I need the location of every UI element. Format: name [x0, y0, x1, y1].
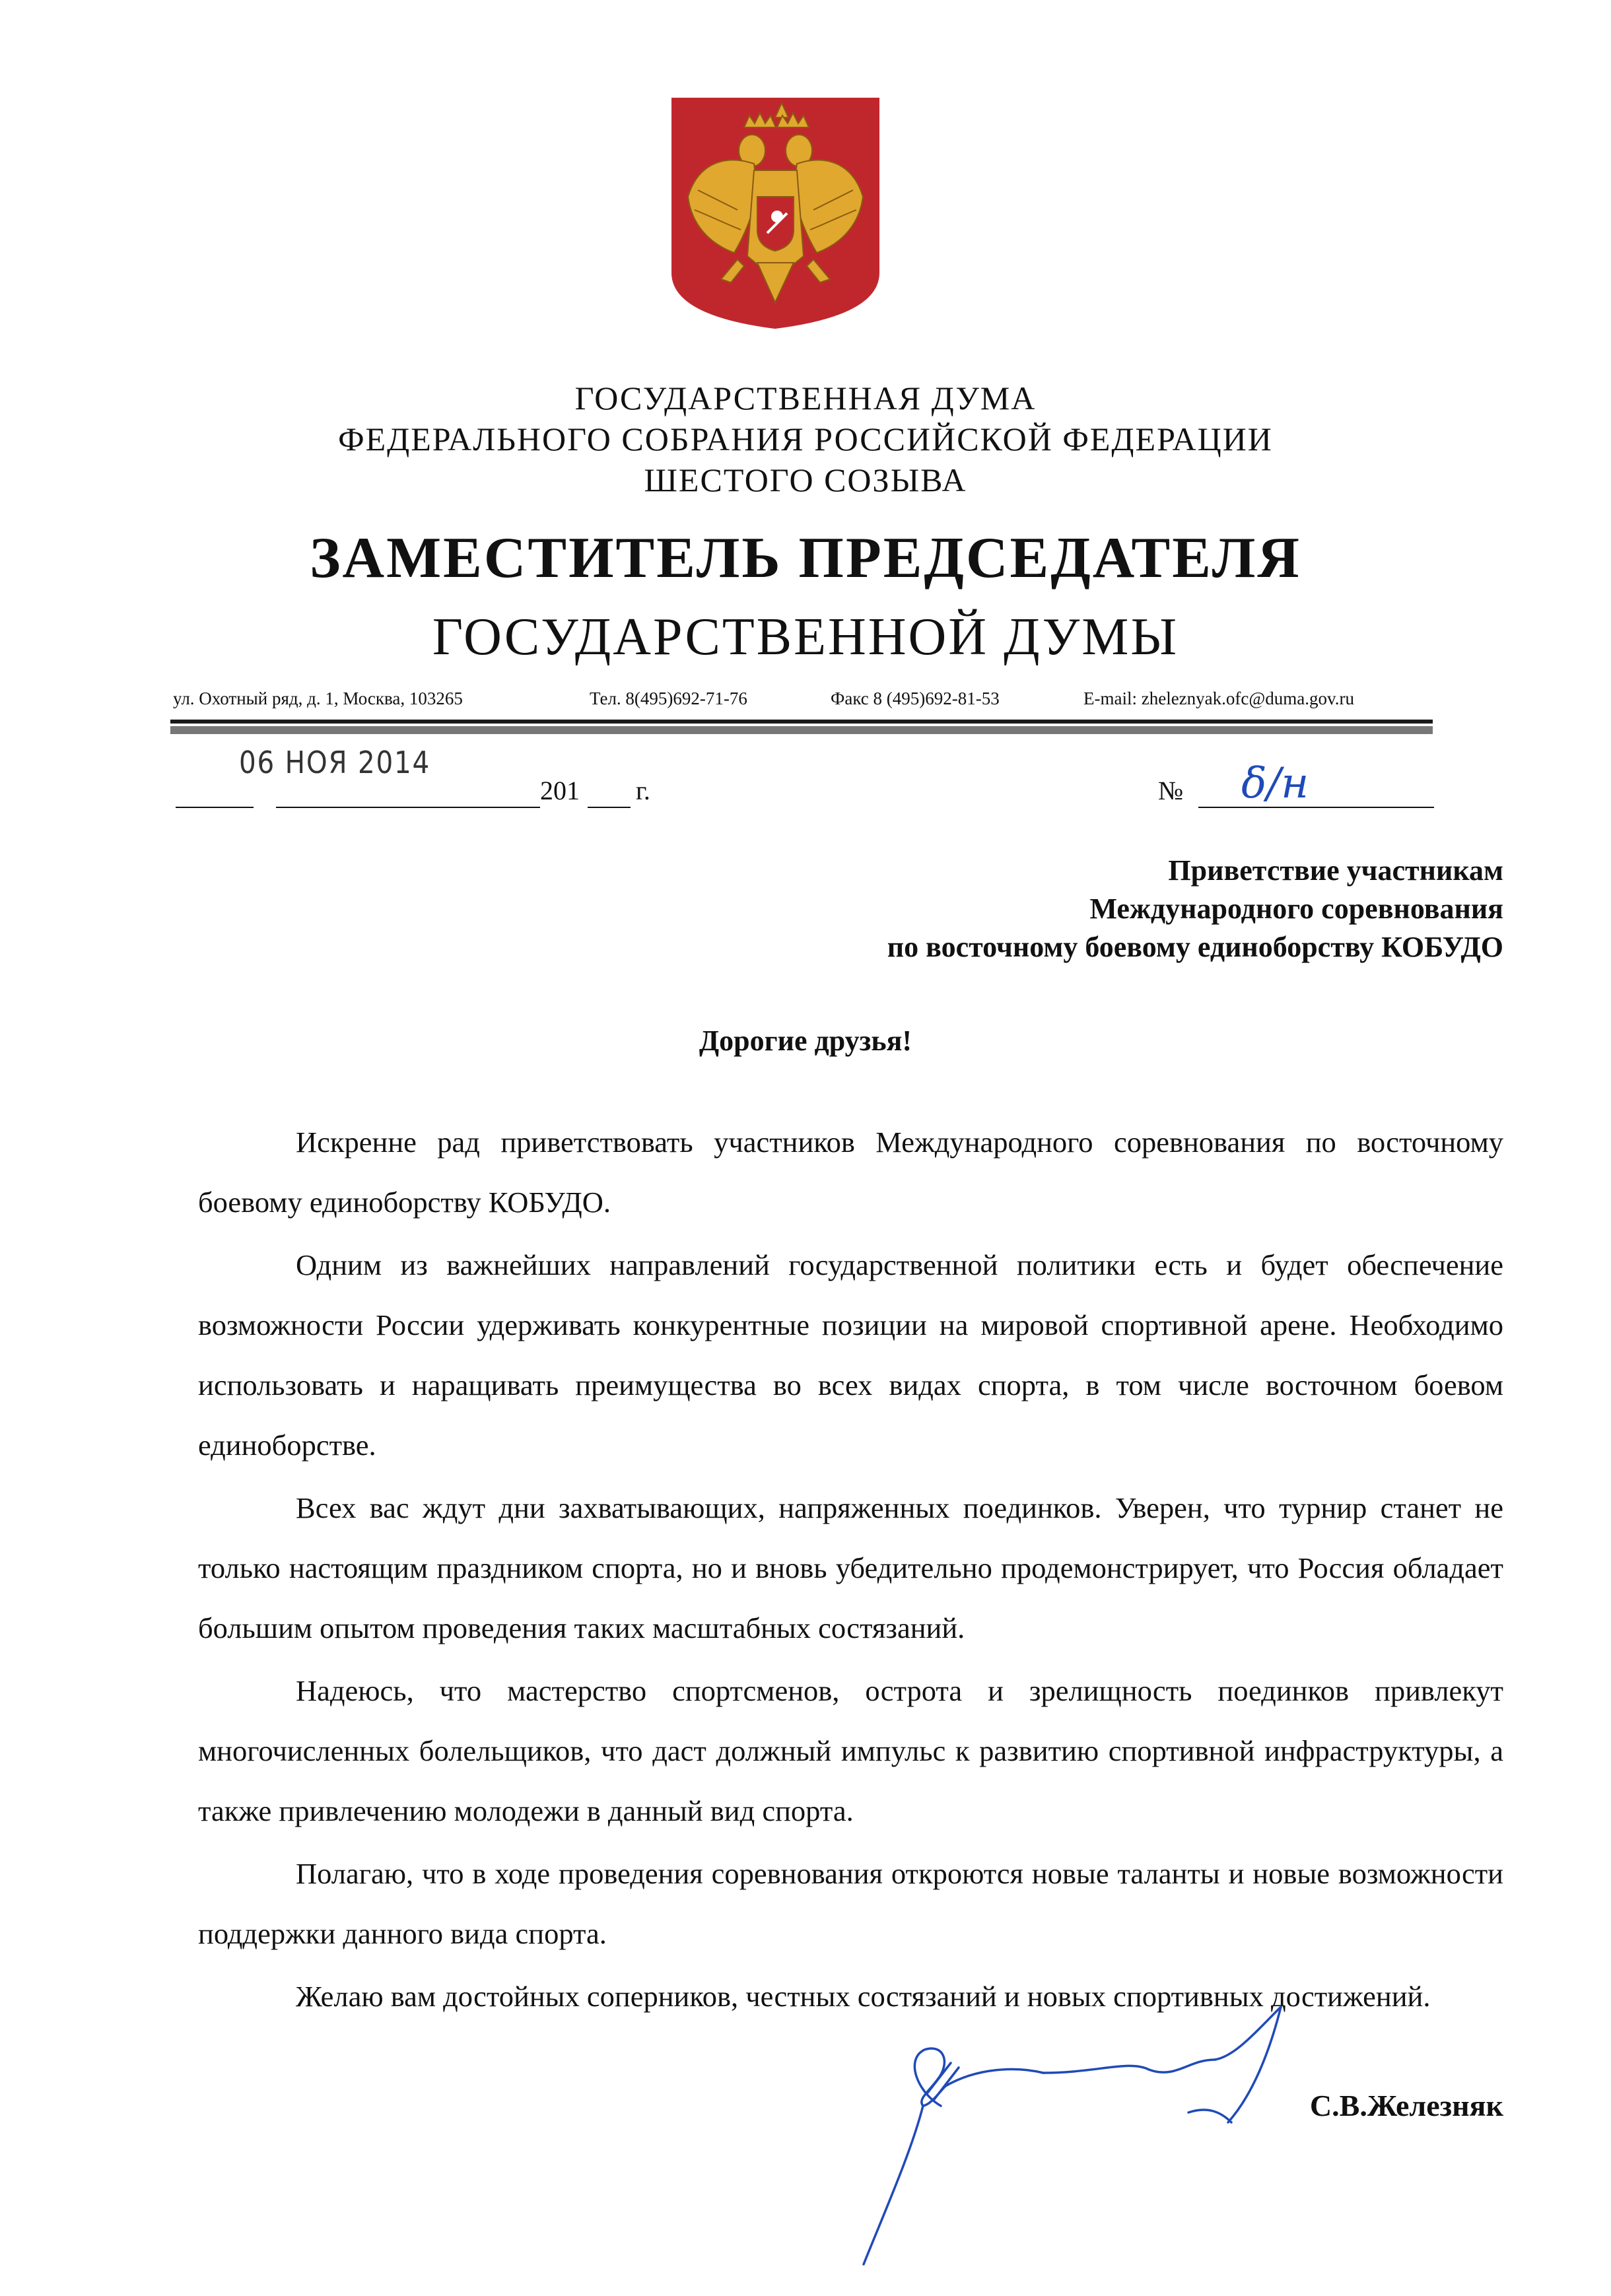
subject-line-3: по восточному боевому единоборству КОБУДО: [887, 931, 1503, 963]
date-day-line: [176, 807, 254, 808]
subject-line-1: Приветствие участникам: [1168, 854, 1503, 887]
position-title-body: ГОСУДАРСТВЕННОЙ ДУМЫ: [432, 608, 1179, 666]
date-stamp: 06 НОЯ 2014: [239, 745, 431, 780]
letter-subject: [887, 852, 1503, 966]
signatory-name: С.В.Железняк: [1309, 2089, 1503, 2122]
org-convocation: ШЕСТОГО СОЗЫВА: [644, 461, 967, 498]
address-text: ул. Охотный ряд, д. 1, Москва, 103265: [173, 689, 463, 708]
body-paragraph: Искренне рад приветствовать участников Международного соревнования по восточному боевому единоборству КОБУДО.: [198, 1126, 1503, 1219]
body-paragraph: Желаю вам достойных соперников, честных состязаний и новых спортивных достижений.: [296, 1980, 1431, 2013]
number-handwritten: δ/н: [1241, 759, 1309, 808]
fax-text: Факс 8 (495)692-81-53: [831, 689, 1000, 708]
letter-body: [198, 1112, 1503, 2029]
number-label: №: [1158, 776, 1184, 805]
handwritten-signature: [819, 1994, 1334, 2284]
org-name-line-1: ГОСУДАРСТВЕННАЯ ДУМА: [574, 380, 1037, 417]
header-divider: [170, 720, 1433, 724]
date-year-suffix: г.: [636, 776, 650, 805]
russian-coat-of-arms-icon: [671, 98, 879, 329]
body-paragraph: Полагаю, что в ходе проведения соревнования откроются новые таланты и новые возможности поддержки данного вида спорта.: [198, 1857, 1503, 1950]
greeting: Дорогие друзья!: [699, 1025, 912, 1057]
date-year-line: [588, 807, 631, 808]
number-line: [1198, 807, 1434, 808]
date-month-line: [276, 807, 540, 808]
header-divider-thick: [170, 726, 1433, 734]
email-text: E-mail: zheleznyak.ofc@duma.gov.ru: [1083, 689, 1354, 708]
body-paragraph: Всех вас ждут дни захватывающих, напряженных поединков. Уверен, что турнир станет не только настоящим праздником спорта, но и вновь убедительно продемонстрирует, что Россия обладает большим опытом проведения таких масштабных состязаний.: [198, 1491, 1503, 1644]
position-title: ЗАМЕСТИТЕЛЬ ПРЕДСЕДАТЕЛЯ: [310, 526, 1301, 590]
date-year-prefix: 201: [540, 776, 580, 805]
org-name-line-2: ФЕДЕРАЛЬНОГО СОБРАНИЯ РОССИЙСКОЙ ФЕДЕРАЦИИ: [338, 421, 1273, 457]
body-paragraph: Надеюсь, что мастерство спортсменов, острота и зрелищность поединков привлекут многочисленных болельщиков, что даст должный импульс к развитию спортивной инфраструктуры, а также привлечению молодежи в данный вид спорта.: [198, 1674, 1503, 1827]
body-paragraph: Одним из важнейших направлений государственной политики есть и будет обеспечение возможности России удерживать конкурентные позиции на мировой спортивной арене. Необходимо использовать и наращивать преимущества во всех видах спорта, в том числе восточном боевом единоборстве.: [198, 1248, 1503, 1462]
subject-line-2: Международного соревнования: [1089, 893, 1503, 925]
phone-text: Тел. 8(495)692-71-76: [590, 689, 747, 708]
